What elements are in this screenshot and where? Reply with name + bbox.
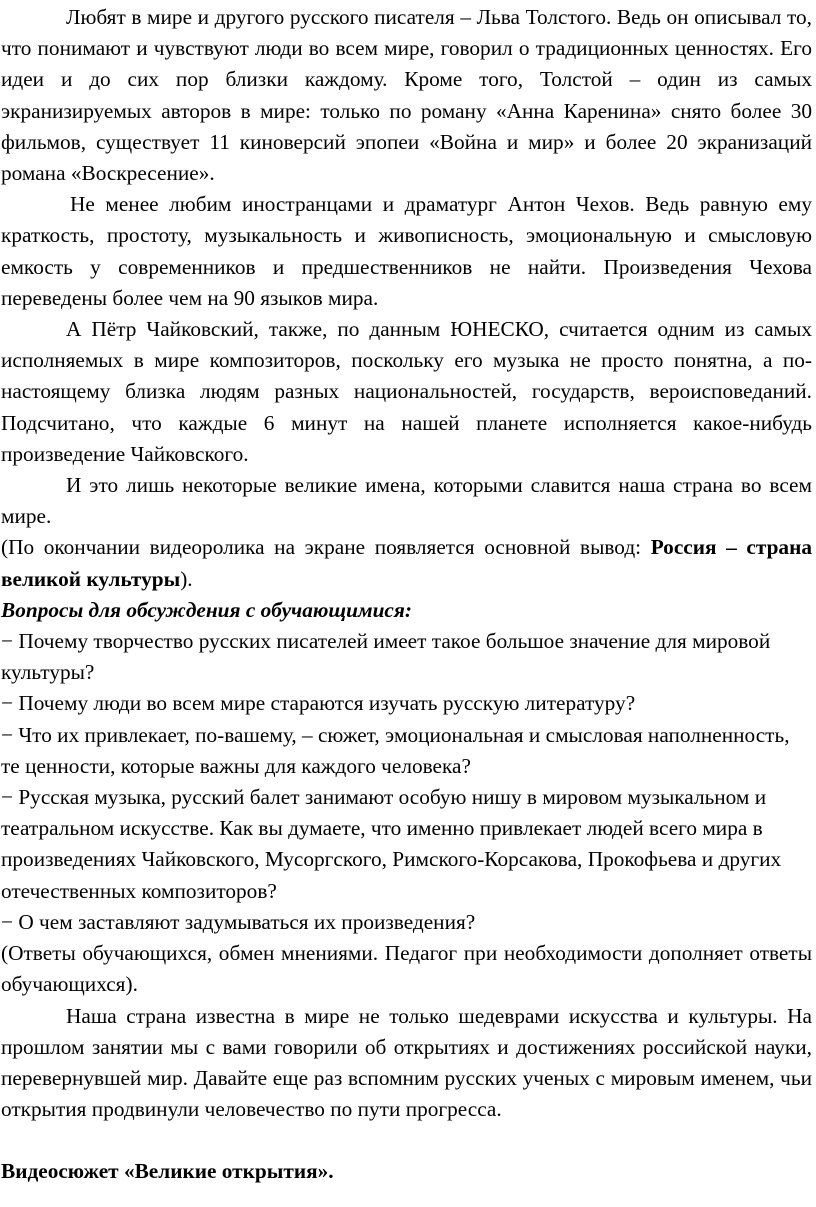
paragraph-great-names: И это лишь некоторые великие имена, которыми славится наша страна во всем мире. <box>1 473 812 529</box>
question-item: − Почему люди во всем мире стараются изучать русскую литературу? <box>1 691 636 716</box>
video-segment-title: Видеосюжет «Великие открытия». <box>1 1159 334 1184</box>
paragraph-science: Наша страна известна в мире не только шедеврами искусства и культуры. На прошлом занятии мы с вами говорили об открытиях и достижениях российской науки, перевернувшей мир. Давайте еще раз вспомним русских ученых с мировым именем, чьи открытия продвинули человечество по пути прогресса. <box>1 1003 812 1122</box>
blank-line <box>1 1125 812 1156</box>
paragraph-video-conclusion <box>1 532 812 594</box>
paragraph-chekhov: Не менее любим иностранцами и драматург Антон Чехов. Ведь равную ему краткость, простоту, музыкальность и живописность, эмоциональную и смысловую емкость у современников и предшественников не найти. Произведения Чехова переведены более чем на 90 языков мира. <box>1 192 812 310</box>
question-item: − Русская музыка, русский балет занимают особую нишу в мировом музыкальном и театральном искусстве. Как вы думаете, что именно привлекает людей всего мира в произведениях Чайковского, Мусоргского, Римского-Корсакова, Прокофьева и других отечественных композиторов? <box>1 785 782 903</box>
question-item: − О чем заставляют задумываться их произведения? <box>1 909 476 934</box>
conclusion-prefix: (По окончании видеоролика на экране появляется основной вывод: <box>1 535 651 560</box>
conclusion-main-idea: Россия – страна великой культуры <box>1 535 812 591</box>
paragraph-answers-note: (Ответы обучающихся, обмен мнениями. Педагог при необходимости дополняет ответы обучающихся). <box>1 941 812 997</box>
paragraph-tchaikovsky: А Пётр Чайковский, также, по данным ЮНЕСКО, считается одним из самых исполняемых в мире композиторов, поскольку его музыка не просто понятна, а по-настоящему близка людям разных национальностей, государств, вероисповеданий. Подсчитано, что каждые 6 минут на нашей планете исполняется какое-нибудь произведение Чайковского. <box>1 317 812 466</box>
question-item: − Почему творчество русских писателей имеет такое большое значение для мировой культуры? <box>1 629 771 685</box>
paragraph-tolstoy: Любят в мире и другого русского писателя – Льва Толстого. Ведь он описывал то, что понимают и чувствуют люди во всем мире, говорил о традиционных ценностях. Его идеи и до сих пор близки каждому. Кроме того, Толстой – один из самых экранизируемых авторов в мире: только по роману «Анна Каренина» снято более 30 фильмов, существует 11 киноверсий эпопеи «Война и мир» и более 20 экранизаций романа «Воскресение». <box>1 5 812 186</box>
conclusion-suffix: ). <box>180 566 193 591</box>
question-item: − Что их привлекает, по-вашему, – сюжет, эмоциональная и смысловая наполненность, те ценности, которые важны для каждого человека? <box>1 722 790 778</box>
questions-heading: Вопросы для обсуждения с обучающимися: <box>1 597 412 622</box>
